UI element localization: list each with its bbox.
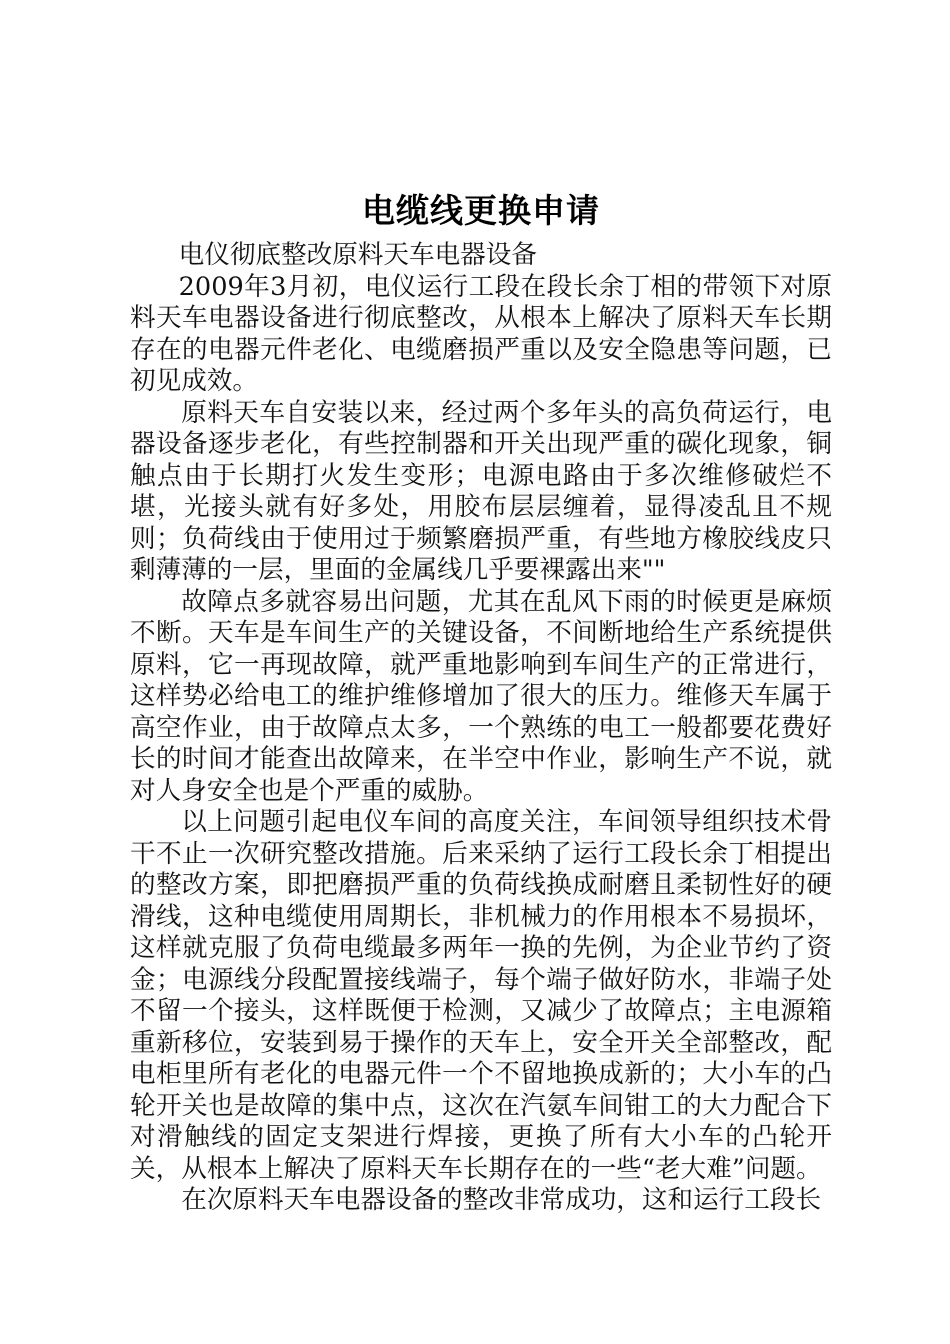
paragraph-5: 在次原料天车电器设备的整改非常成功，这和运行工段长: [181, 1185, 822, 1215]
document-title: 电缆线更换申请: [362, 191, 600, 230]
paragraph-4: 以上问题引起电仪车间的高度关注，车间领导组织技术骨干不止一次研究整改措施。后来采纳了运行工段长余丁相提出的整改方案，即把磨损严重的负荷线换成耐磨且柔韧性好的硬滑线，这种电缆使用周期长，非机械力的作用根本不易损坏，这样就克服了负荷电缆最多两年一换的先例，为企业节约了资金；电源线分段配置接线端子，每个端子做好防水，非端子处不留一个接头，这样既便于检测，又减少了故障点；主电源箱重新移位，安装到易于操作的天车上，安全开关全部整改，配电柜里所有老化的电器元件一个不留地换成新的；大小车的凸轮开关也是故障的集中点，这次在汽氨车间钳工的大力配合下对滑触线的固定支架进行焊接，更换了所有大小车的凸轮开关，从根本上解决了原料天车长期存在的一些“老大难”问题。: [130, 807, 832, 1184]
paragraph-3: 故障点多就容易出问题，尤其在乱风下雨的时候更是麻烦不断。天车是车间生产的关键设备，不间断地给生产系统提供原料，它一再现故障，就严重地影响到车间生产的正常进行，这样势必给电工的维护维修增加了很大的压力。维修天车属于高空作业，由于故障点太多，一个熟练的电工一般都要花费好长的时间才能查出故障来，在半空中作业，影响生产不说，就对人身安全也是个严重的威胁。: [130, 586, 832, 806]
document-subtitle: 电仪彻底整改原料天车电器设备: [178, 240, 537, 270]
paragraph-1: 2009年3月初，电仪运行工段在段长余丁相的带领下对原料天车电器设备进行彻底整改，从根本上解决了原料天车长期存在的电器元件老化、电缆磨损严重以及安全隐患等问题，已初见成效。: [130, 271, 832, 396]
paragraph-2: 原料天车自安装以来，经过两个多年头的高负荷运行，电器设备逐步老化，有些控制器和开关出现严重的碳化现象，铜触点由于长期打火发生变形；电源电路由于多次维修破烂不堪，光接头就有好多处，用胶布层层缠着，显得凌乱且不规则；负荷线由于使用过于频繁磨损严重，有些地方橡胶线皮只剩薄薄的一层，里面的金属线几乎要裸露出来"": [130, 397, 832, 585]
document-body: [130, 188, 832, 1217]
